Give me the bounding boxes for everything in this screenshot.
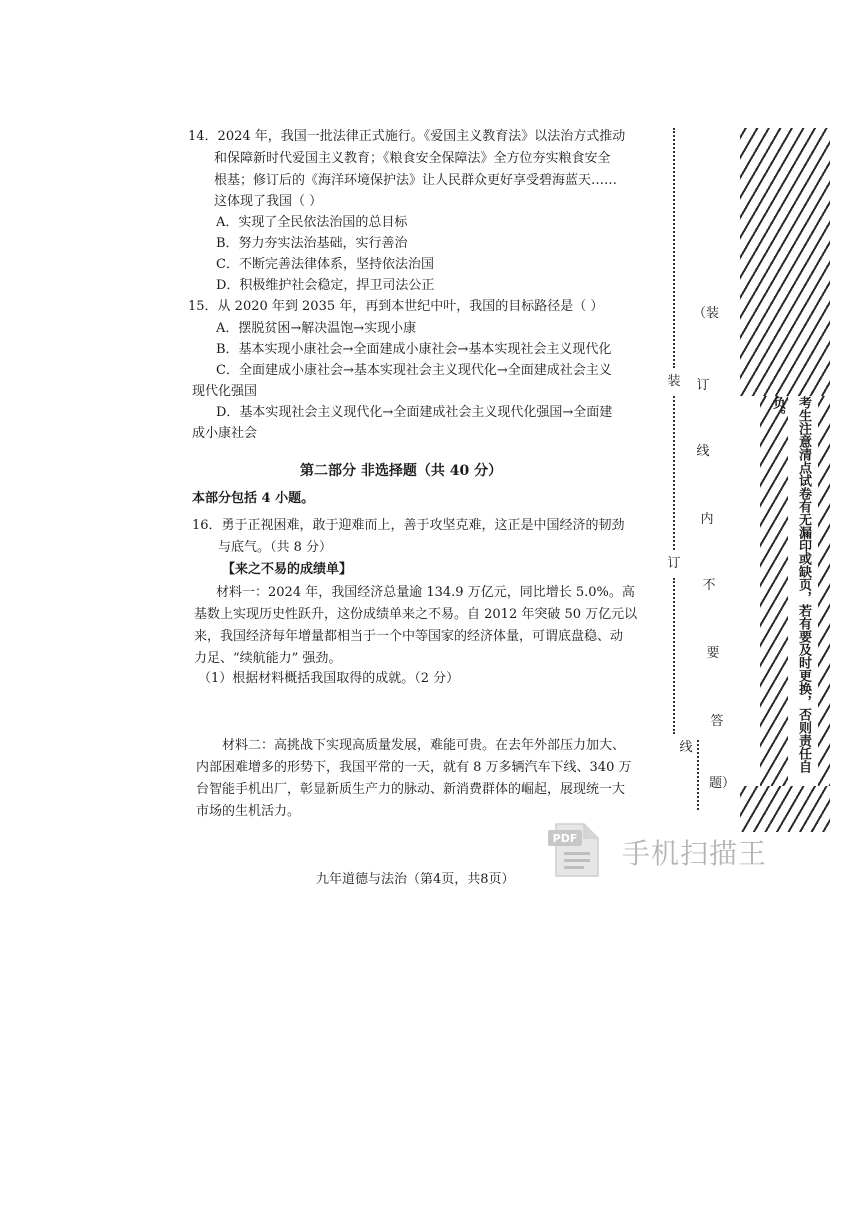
hatched-margin-top xyxy=(740,128,830,396)
hatched-margin-left xyxy=(760,396,788,786)
part2-title: 第二部分 非选择题（共 40 分） xyxy=(300,463,503,479)
q16-material2-line-3: 台智能手机出厂，彰显新质生产力的脉动、新消费群体的崛起，展现统一大 xyxy=(196,782,626,797)
q16-material2-line-4: 市场的生机活力。 xyxy=(196,804,301,819)
q15-option-d: D．基本实现社会主义现代化→全面建成社会主义现代化强国→全面建 xyxy=(216,405,613,420)
binding-inner-char: （装 xyxy=(693,306,720,321)
q16-material1-line-3: 来，我国经济每年增量都相当于一个中等国家的经济体量，可谓底盘稳、动 xyxy=(194,629,624,644)
pdf-document-icon xyxy=(548,822,602,878)
dotted-line-segment xyxy=(697,740,699,810)
q15-option-b: B．基本实现小康社会→全面建成小康社会→基本实现社会主义现代化 xyxy=(216,342,612,357)
q16-stem-line-1: 16．勇于正视困难，敢于迎难而上，善于攻坚克难，这正是中国经济的韧劲 xyxy=(192,518,625,533)
q14-option-a: A．实现了全民依法治国的总目标 xyxy=(216,215,408,230)
q16-subtitle: 【来之不易的成绩单】 xyxy=(222,562,353,577)
pdf-badge-label: PDF xyxy=(552,832,578,845)
q14-stem-line-1: 14．2024 年，我国一批法律正式施行。《爱国主义教育法》以法治方式推动 xyxy=(188,129,626,144)
binding-inner-char: 不 xyxy=(702,578,716,593)
scanner-watermark xyxy=(548,818,788,880)
dotted-line-segment xyxy=(673,128,675,368)
q15-option-c-cont: 现代化强国 xyxy=(192,384,258,399)
q15-stem: 15．从 2020 年到 2035 年，再到本世纪中叶，我国的目标路径是（ ） xyxy=(188,299,604,314)
binding-inner-char: 题） xyxy=(709,776,736,791)
q14-stem-line-3: 根基；修订后的《海洋环境保护法》让人民群众更好享受碧海蓝天…… xyxy=(214,173,618,188)
q15-option-c: C．全面建成小康社会→基本实现社会主义现代化→全面建成社会主义 xyxy=(216,363,612,378)
binding-char-zhuang: 装 xyxy=(667,374,681,389)
q16-material2-line-2: 内部困难增多的形势下，我国平常的一天，就有 8 万多辆汽车下线、340 万 xyxy=(196,760,632,775)
candidate-notice: 考生注意清点试卷有无漏印或缺页，若有要及时更换，否则责任自负。 xyxy=(790,396,816,786)
binding-inner-char: 订 xyxy=(696,378,710,393)
q14-stem-line-4: 这体现了我国（ ） xyxy=(214,194,323,209)
binding-char-xian: 线 xyxy=(679,740,693,755)
page-footer: 九年道德与法治（第4页，共8页） xyxy=(316,872,515,887)
part2-intro: 本部分包括 4 小题。 xyxy=(192,491,315,506)
binding-inner-char: 要 xyxy=(706,646,720,661)
q16-sub1: （1）根据材料概括我国取得的成就。（2 分） xyxy=(198,671,460,686)
hatched-margin-right xyxy=(818,396,830,786)
q16-material2-line-1: 材料二：高挑战下实现高质量发展，难能可贵。在去年外部压力加大、 xyxy=(222,738,626,753)
q14-option-b: B．努力夯实法治基础，实行善治 xyxy=(216,236,408,251)
q16-stem-line-2: 与底气。（共 8 分） xyxy=(218,540,333,555)
binding-inner-char: 内 xyxy=(700,512,714,527)
q16-material1-line-4: 力足、“续航能力” 强劲。 xyxy=(194,651,342,666)
binding-inner-char: 线 xyxy=(696,444,710,459)
binding-inner-char: 答 xyxy=(710,714,724,729)
q16-material1-line-2: 基数上实现历史性跃升，这份成绩单来之不易。自 2012 年突破 50 万亿元以 xyxy=(194,607,638,622)
q14-option-c: C．不断完善法律体系，坚持依法治国 xyxy=(216,257,434,272)
binding-char-ding: 订 xyxy=(667,556,681,571)
q14-stem-line-2: 和保障新时代爱国主义教育；《粮食安全保障法》全方位夯实粮食安全 xyxy=(214,151,611,166)
watermark-text: 手机扫描王 xyxy=(622,837,768,870)
q16-material1-line-1: 材料一：2024 年，我国经济总量逾 134.9 万亿元，同比增长 5.0%。高 xyxy=(216,585,635,600)
q15-option-a: A．摆脱贫困→解决温饱→实现小康 xyxy=(216,321,417,336)
q15-option-d-cont: 成小康社会 xyxy=(192,426,258,441)
dotted-line-segment xyxy=(673,578,675,734)
q14-option-d: D．积极维护社会稳定，捍卫司法公正 xyxy=(216,278,435,293)
dotted-line-segment xyxy=(673,396,675,550)
